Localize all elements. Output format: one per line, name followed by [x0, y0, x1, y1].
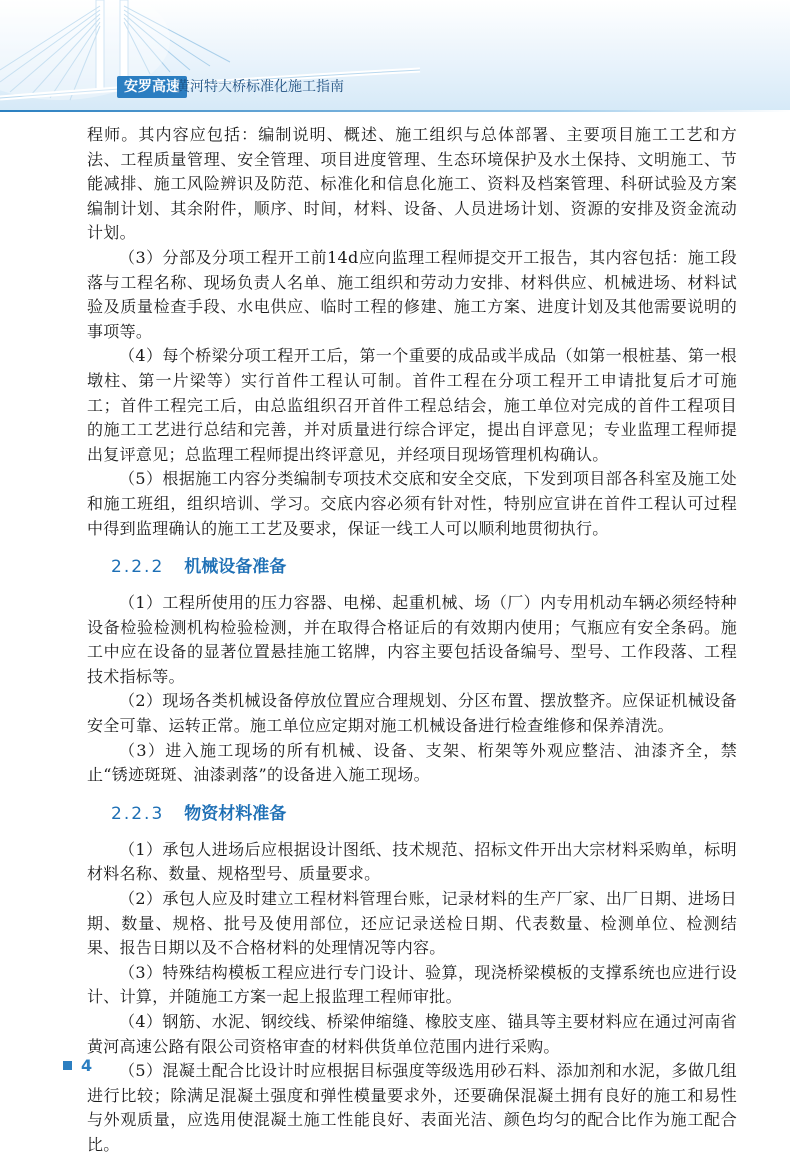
header-divider	[0, 110, 790, 112]
body-paragraph: （3）特殊结构模板工程应进行专门设计、验算，现浇桥梁模板的支撑系统也应进行设计、计算，并随施工方案一起上报监理工程师审批。	[87, 962, 737, 1007]
body-paragraph: （2）承包人应及时建立工程材料管理台账，记录材料的生产厂家、出厂日期、进场日期、数量、规格、批号及使用部位，还应记录送检日期、代表数量、检测单位、检测结果、报告日期以及不合格材料的处理情况等内容。	[87, 889, 737, 958]
section-heading	[111, 802, 737, 826]
body-paragraph: 程师。其内容应包括：编制说明、概述、施工组织与总体部署、主要项目施工工艺和方法、工程质量管理、安全管理、项目进度管理、生态环境保护及水土保持、文明施工、节能减排、施工风险辨识及防范、标准化和信息化施工、资料及档案管理、科研试验及方案编制计划、其余附件，顺序、时间，材料、设备、人员进场计划、资源的安排及资金流动计划。	[87, 125, 737, 243]
page-header	[0, 0, 790, 112]
section-number: 2.2.3	[111, 803, 165, 824]
section-number: 2.2.2	[111, 557, 165, 578]
body-paragraph: （5）根据施工内容分类编制专项技术交底和安全交底，下发到项目部各科室及施工处和施工班组，组织培训、学习。交底内容必须有针对性，特别应宣讲在首件工程认可过程中得到监理确认的施工工艺及要求，保证一线工人可以顺利地贯彻执行。	[87, 469, 737, 538]
page-number: 4	[81, 1055, 93, 1075]
body-paragraph: （2）现场各类机械设备停放位置应合理规划、分区布置、摆放整齐。应保证机械设备安全可靠、运转正常。施工单位应定期对施工机械设备进行检查维修和保养清洗。	[87, 691, 737, 736]
series-title: 黄河特大桥标准化施工指南	[176, 79, 344, 95]
body-paragraph: （4）每个桥梁分项工程开工后，第一个重要的成品或半成品（如第一根桩基、第一根墩柱、第一片梁等）实行首件工程认可制。首件工程在分项工程开工申请批复后才可施工；首件工程完工后，由总监组织召开首件工程总结会，施工单位对完成的首件工程项目的施工工艺进行总结和完善，并对质量进行综合评定，提出自评意见；专业监理工程师提出复评意见；总监理工程师提出终评意见，并经项目现场管理机构确认。	[87, 346, 737, 464]
section-heading	[111, 555, 737, 579]
body-paragraph: （5）混凝土配合比设计时应根据目标强度等级选用砂石料、添加剂和水泥，多做几组进行比较；除满足混凝土强度和弹性模量要求外，还要确保混凝土拥有良好的施工和易性与外观质量，应选用使混凝土施工性能良好、表面光洁、颜色均匀的配合比作为施工配合比。	[87, 1061, 737, 1154]
body-paragraph: （3）进入施工现场的所有机械、设备、支架、桁架等外观应整洁、油漆齐全，禁止“锈迹斑斑、油漆剥落”的设备进入施工现场。	[87, 740, 737, 785]
page-body	[87, 123, 737, 1158]
page-footer	[63, 1055, 92, 1075]
body-paragraph: （3）分部及分项工程开工前14d应向监理工程师提交开工报告，其内容包括：施工段落与工程名称、现场负责人名单、施工组织和劳动力安排、材料供应、机械进场、材料试验及质量检查手段、水电供应、临时工程的修建、施工方案、进度计划及其他需要说明的事项等。	[87, 247, 737, 341]
section-title: 机械设备准备	[184, 557, 287, 578]
body-paragraph: （1）承包人进场后应根据设计图纸、技术规范、招标文件开出大宗材料采购单，标明材料名称、数量、规格型号、质量要求。	[87, 839, 737, 884]
square-bullet-icon	[63, 1061, 72, 1070]
section-title: 物资材料准备	[184, 803, 287, 824]
body-paragraph: （4）钢筋、水泥、钢绞线、桥梁伸缩缝、橡胶支座、锚具等主要材料应在通过河南省黄河高速公路有限公司资格审查的材料供货单位范围内进行采购。	[87, 1012, 737, 1056]
series-badge: 安罗高速	[117, 76, 187, 98]
body-paragraph: （1）工程所使用的压力容器、电梯、起重机械、场（厂）内专用机动车辆必须经特种设备检验检测机构检验检测，并在取得合格证后的有效期内使用；气瓶应有安全条码。施工中应在设备的显著位置悬挂施工铭牌，内容主要包括设备编号、型号、工作段落、工程技术指标等。	[87, 593, 737, 686]
